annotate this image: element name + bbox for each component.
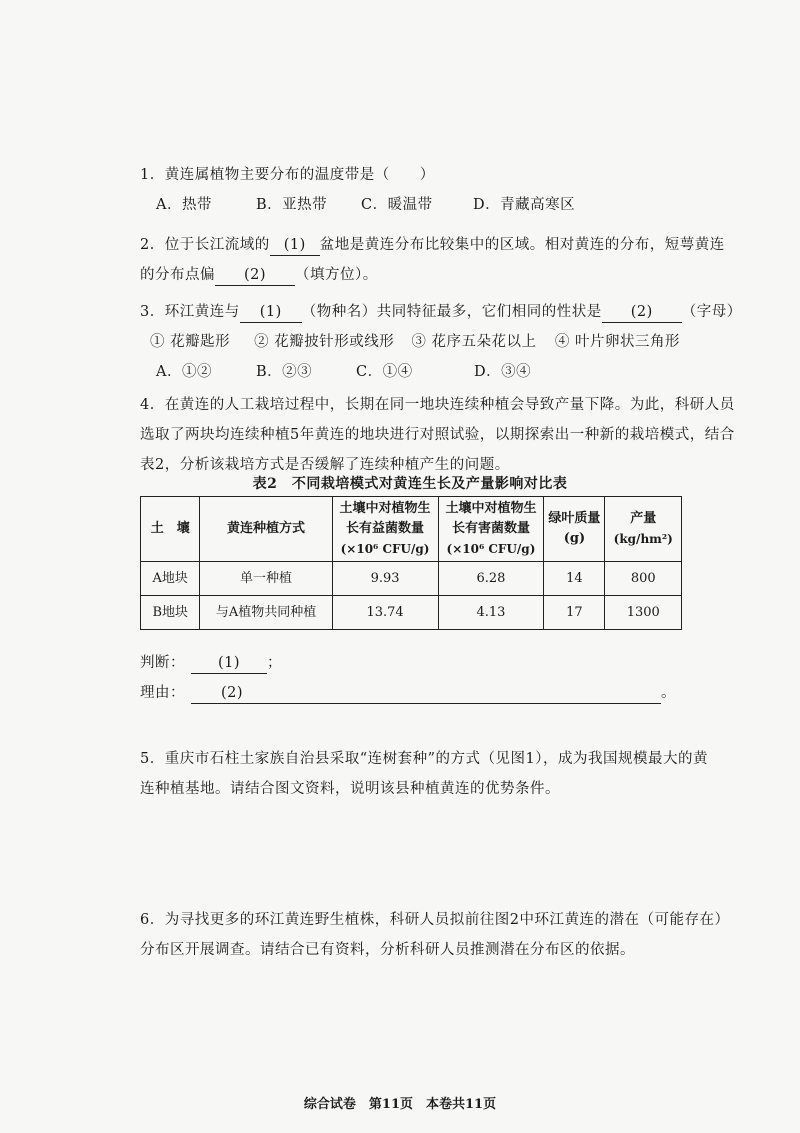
header-unit: (g) (563, 531, 586, 546)
reason-line (140, 678, 680, 708)
q4-line-2: 选取了两块均连续种植5年黄连的地块进行对照试验，以期探索出一种新的栽培模式，结合 (140, 427, 735, 443)
q3-trait: ① 花瓣匙形 (150, 334, 231, 350)
cell-soil: B地块 (141, 596, 200, 630)
header-beneficial (332, 497, 438, 562)
answer-blank[interactable]: (1) (240, 302, 302, 323)
q3-text: （物种名）共同特征最多，它们相同的性状是 (301, 304, 602, 320)
question-2 (140, 230, 725, 290)
q1-option-b: B．亚热带 (256, 197, 328, 213)
header-text: 土壤中对植物生长有益菌数量 (339, 501, 431, 536)
header-unit: (×10⁶ CFU/g) (340, 542, 430, 556)
question-4 (140, 390, 735, 480)
answer-blank[interactable]: (1) (270, 235, 320, 256)
q5-line-2: 连种植基地。请结合图文资料，说明该县种植黄连的优势条件。 (140, 781, 560, 797)
page-footer: 综合试卷 第11页 本卷共11页 (303, 1097, 497, 1112)
cell-beneficial: 9.93 (332, 562, 438, 596)
answer-blank[interactable]: (2) (602, 302, 682, 323)
reason-end: 。 (661, 685, 676, 701)
q1-option-c: C．暖温带 (361, 197, 433, 213)
q2-text: （填方位）。 (295, 267, 378, 283)
q1-stem: 1．黄连属植物主要分布的温度带是（ ） (140, 167, 435, 183)
q3-option-b: B．②③ (256, 364, 313, 380)
q6-line-1: 6．为寻找更多的环江黄连野生植株，科研人员拟前往图2中环江黄连的潜在（可能存在） (140, 912, 730, 928)
reason-blank[interactable]: (2) (191, 683, 661, 704)
header-text: 绿叶质量 (548, 511, 601, 526)
q2-line-1 (140, 230, 725, 260)
judge-blank[interactable]: (1) (191, 653, 267, 674)
q6-line-2: 分布区开展调查。请结合已有资料，分析科研人员推测潜在分布区的依据。 (140, 942, 635, 958)
header-method: 黄连种植方式 (200, 497, 332, 562)
header-harmful (438, 497, 544, 562)
q3-option-c: C．①④ (356, 364, 413, 380)
q3-text: （字母） (681, 304, 742, 320)
q3-traits (140, 327, 680, 357)
table-title: 表2 不同栽培模式对黄连生长及产量影响对比表 (252, 476, 568, 492)
q3-options (140, 357, 680, 387)
comparison-table (140, 496, 682, 630)
question-3 (140, 297, 742, 387)
q3-option-d: D．③④ (474, 364, 532, 380)
q4-line-1: 4．在黄连的人工栽培过程中，长期在同一地块连续种植会导致产量下降。为此，科研人员 (140, 397, 735, 413)
q4-line-3: 表2，分析该栽培方式是否缓解了连续种植产生的问题。 (140, 457, 510, 473)
cell-leaf: 17 (544, 596, 605, 630)
q3-trait: ③ 花序五朵花以上 (411, 334, 537, 350)
question-1 (140, 160, 680, 220)
cell-method: 单一种植 (200, 562, 332, 596)
q3-trait: ④ 叶片卵状三角形 (554, 334, 680, 350)
cell-beneficial: 13.74 (332, 596, 438, 630)
q1-option-a: A．热带 (156, 197, 212, 213)
table-row (141, 562, 682, 596)
header-yield (605, 497, 682, 562)
answer-blank[interactable]: (2) (215, 265, 295, 286)
cell-harmful: 4.13 (438, 596, 544, 630)
cell-method: 与A植物共同种植 (200, 596, 332, 630)
cell-yield: 1300 (605, 596, 682, 630)
header-text: 土壤中对植物生长有害菌数量 (445, 501, 537, 536)
header-leaf (544, 497, 605, 562)
judge-end: ； (267, 655, 282, 671)
q3-trait: ② 花瓣披针形或线形 (254, 334, 395, 350)
header-soil: 土 壤 (141, 497, 200, 562)
q4-answers (140, 648, 680, 708)
q3-text: 3．环江黄连与 (140, 304, 240, 320)
header-unit: (×10⁶ CFU/g) (446, 542, 536, 556)
header-unit: (kg/hm²) (613, 532, 673, 546)
table-header-row (141, 497, 682, 562)
cell-leaf: 14 (544, 562, 605, 596)
q2-text: 的分布点偏 (140, 267, 215, 283)
q2-text: 盆地是黄连分布比较集中的区域。相对黄连的分布，短萼黄连 (319, 237, 725, 253)
q2-text: 2．位于长江流域的 (140, 237, 270, 253)
q1-option-d: D．青藏高寒区 (473, 197, 576, 213)
table-row (141, 596, 682, 630)
judge-label: 判断： (140, 655, 185, 671)
q1-options (140, 190, 680, 220)
question-5 (140, 744, 709, 804)
question-6 (140, 905, 730, 965)
reason-label: 理由： (140, 685, 185, 701)
q2-line-2 (140, 260, 680, 290)
cell-harmful: 6.28 (438, 562, 544, 596)
q3-option-a: A．①② (156, 364, 212, 380)
q3-line-1 (140, 297, 742, 327)
cell-yield: 800 (605, 562, 682, 596)
header-text: 产量 (630, 511, 657, 526)
q5-line-1: 5．重庆市石柱土家族自治县采取“连树套种”的方式（见图1），成为我国规模最大的黄 (140, 751, 709, 767)
cell-soil: A地块 (141, 562, 200, 596)
judge-line (140, 648, 680, 678)
